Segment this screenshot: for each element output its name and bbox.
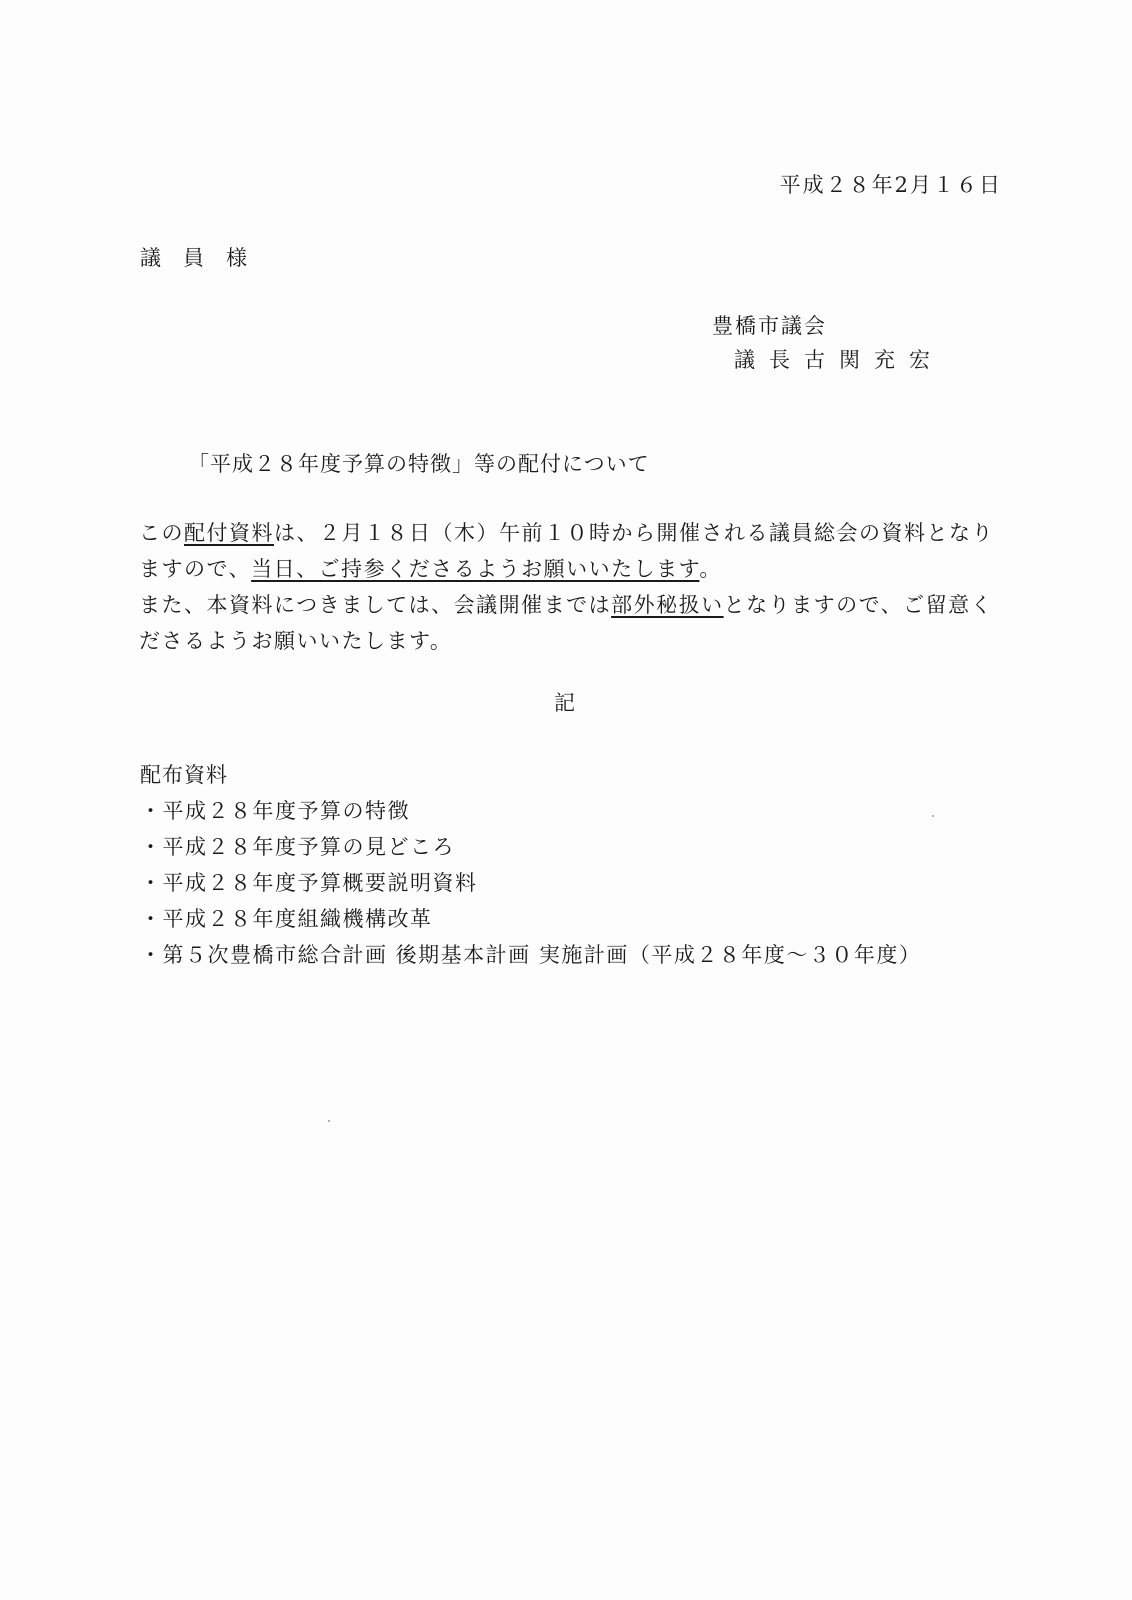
- body-paragraph-1: [118, 515, 1008, 587]
- ki-heading: 記: [554, 691, 576, 715]
- body-paragraph-2: [118, 587, 1008, 659]
- body-p1-underlined-materials: 配付資料: [184, 521, 274, 545]
- materials-list-title: 配布資料: [140, 763, 228, 787]
- list-item: ・平成２８年度予算の見どころ: [140, 835, 455, 859]
- materials-list: [140, 793, 921, 973]
- body-p2-underlined-confidential: 部外秘扱い: [611, 593, 724, 617]
- addressee: 議員様: [140, 246, 269, 270]
- body-p2-c: となりますので、ご留意くださるようお願いいたします。: [139, 593, 994, 653]
- scan-speck: [932, 815, 934, 817]
- body-p2-a: また、本資料につきましては、会議開催までは: [139, 593, 612, 617]
- body-p1-e: 。: [699, 557, 722, 581]
- body-p1-c: は、２月１８日（木）午前１０時から開催される議員総会の資料となりますので、: [139, 521, 994, 581]
- list-item: ・第５次豊橋市総合計画 後期基本計画 実施計画（平成２８年度～３０年度）: [140, 943, 922, 967]
- list-item: ・平成２８年度予算の特徴: [140, 799, 410, 823]
- list-item: ・平成２８年度組織機構改革: [140, 907, 433, 931]
- body-p1-a: この: [139, 521, 184, 545]
- body-p1-underlined-request: 当日、ご持参くださるようお願いいたします: [251, 557, 700, 581]
- scan-speck: [328, 1120, 330, 1122]
- sender-organization: 豊橋市議会: [712, 314, 827, 338]
- document-date: 平成２８年2月１６日: [779, 173, 1002, 197]
- sender-chair: 議長古関充宏: [734, 348, 944, 372]
- list-item: ・平成２８年度予算概要説明資料: [140, 871, 478, 895]
- document-subject: 「平成２８年度予算の特徴」等の配付について: [188, 452, 650, 476]
- body-text: [118, 515, 1008, 659]
